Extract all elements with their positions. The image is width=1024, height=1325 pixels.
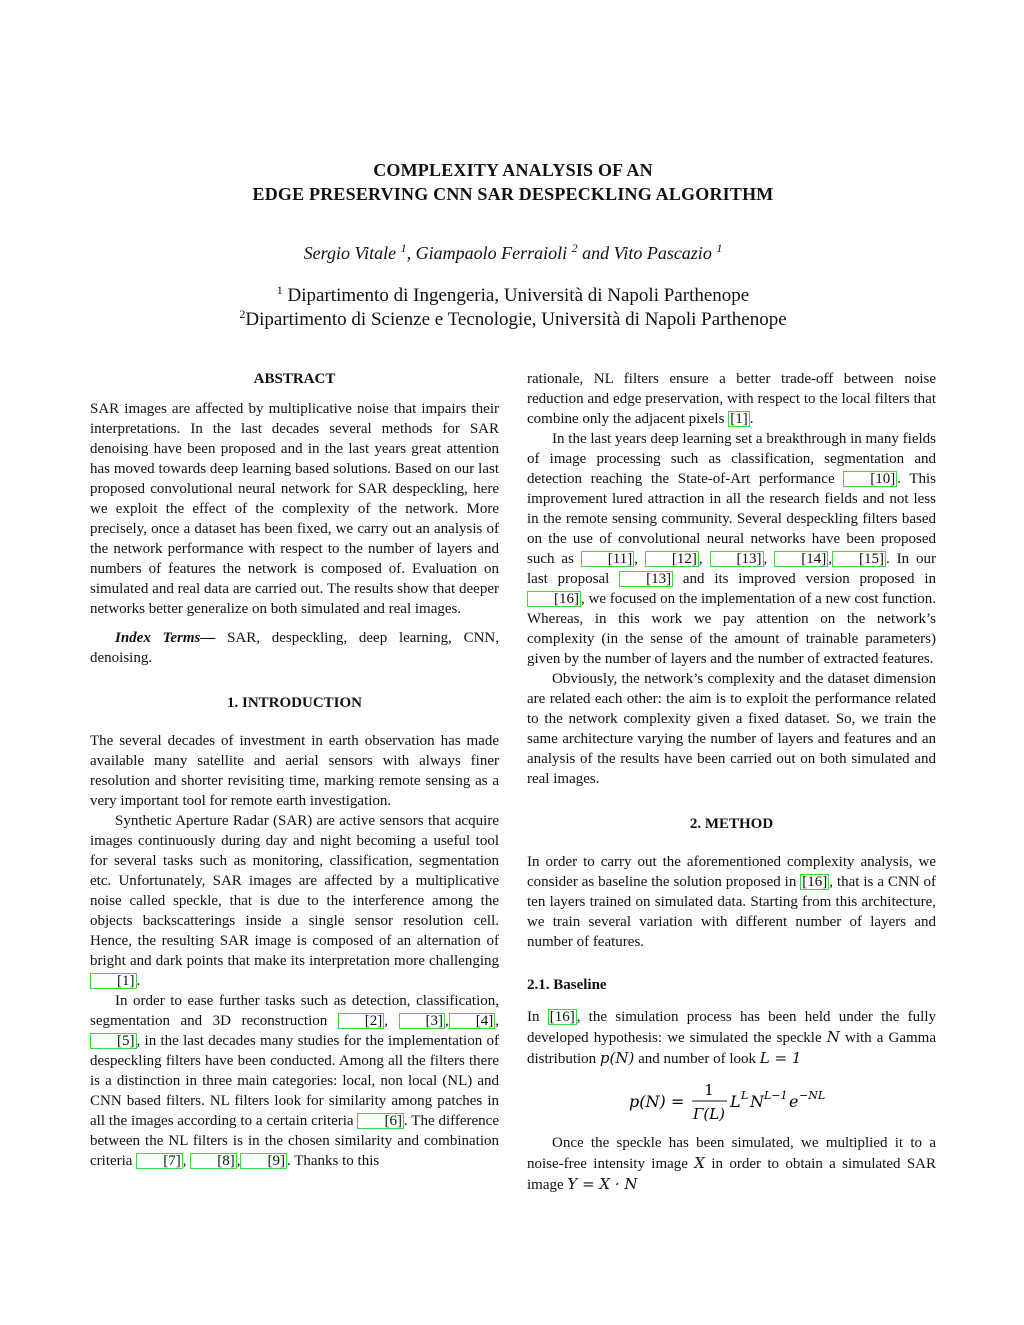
paragraph-text: ,: [828, 551, 832, 567]
arxiv-stamp[interactable]: [18, 355, 68, 955]
citation-link[interactable]: [16]: [549, 1009, 575, 1025]
affiliation-mark: 1: [276, 283, 283, 297]
paragraph-text: and number of look: [634, 1051, 760, 1067]
citation-link[interactable]: [13]: [710, 551, 764, 567]
baseline-subheading: 2.1. Baseline: [527, 977, 607, 993]
citation-link[interactable]: [1]: [90, 973, 137, 989]
paragraph-text: ,: [634, 551, 645, 567]
equation-numerator: 1: [704, 1081, 714, 1099]
paragraph-text: . This improvement lured attraction in all the research fields and not less in the remote sensing community. Several despeckling filters based on the use of convolutional neural networks have been proposed such as: [527, 471, 936, 567]
citation-link[interactable]: [9]: [240, 1153, 287, 1169]
affiliation-mark: 2: [239, 307, 246, 321]
paragraph-text: .: [749, 411, 754, 427]
method-heading: 2. METHOD: [689, 816, 774, 832]
citation-link[interactable]: [6]: [357, 1113, 404, 1129]
abstract-body: SAR images are affected by multiplicative noise that impairs their interpretations. In the last decades several methods for SAR denoising have been proposed and in the last years great attention has moved towards deep learning based solutions. Based on our last proposed convolutional neural network for SAR despeckling, here we exploit the effect of the complexity of the network. More precisely, once a dataset has been fixed, we carry out an analysis of the network performance with respect to the number of layers and numbers of features the network is composed of. Evaluation on simulated and real data are carried out. The results show that deeper networks better generalize on both simulated and real images.: [90, 401, 499, 617]
paragraph-text: ,: [495, 1013, 499, 1029]
affiliations: [90, 284, 936, 332]
paragraph-text: ,: [384, 1013, 399, 1029]
citation-link[interactable]: [8]: [190, 1153, 237, 1169]
baseline-paragraph-2: [527, 1133, 936, 1195]
paragraph-text: .: [136, 973, 141, 989]
affiliation-2: [90, 308, 936, 332]
affiliation-text: Dipartimento di Scienze e Tecnologie, Università di Napoli Parthenope: [245, 309, 787, 330]
citation-link[interactable]: [11]: [581, 551, 634, 567]
index-terms: [90, 628, 499, 668]
author-separator: ,: [406, 243, 416, 263]
citation-link[interactable]: [1]: [730, 411, 748, 427]
paragraph-text: Once the speckle has been simulated, we multiplied it to a noise-free intensity image: [527, 1135, 936, 1172]
paragraph-text: In the last years deep learning set a breakthrough in many fields of image processing such as classification, segmentation and detection reaching the State-of-Art performance: [527, 431, 936, 487]
author-2: Giampaolo Ferraioli: [415, 243, 568, 263]
gamma-equation: [527, 1077, 936, 1127]
intro-paragraph-4: [527, 429, 936, 669]
equation-N: N: [750, 1092, 764, 1111]
citation-link[interactable]: [16]: [802, 874, 828, 890]
equation-L: L: [730, 1092, 741, 1111]
author-3-affil: 1: [716, 241, 723, 255]
paragraph-text: Synthetic Aperture Radar (SAR) are active sensors that acquire images continuously during day and night becoming a useful tool for several tasks such as monitoring, classification, segmentation etc. Unfortunately, SAR images are affected by a multiplicative noise called speckle, that is due to the interference among the objects backscatterings inside a single sensor resolution cell. Hence, the resulting SAR image is composed of an alternation of bright and dark points that make its interpretation more challenging: [90, 813, 499, 969]
affiliation-1: [90, 284, 936, 308]
citation-link[interactable]: [4]: [449, 1013, 496, 1029]
intro-paragraph-3-continued: [527, 369, 936, 429]
author-2-affil: 2: [571, 241, 578, 255]
citation-link[interactable]: [10]: [843, 471, 897, 487]
intro-paragraph-3: [90, 991, 499, 1171]
math-inline: L = 1: [759, 1049, 802, 1067]
paragraph-text: ,: [182, 1153, 191, 1169]
baseline-paragraph-1: [527, 1007, 936, 1069]
equation-denominator: Γ(L): [692, 1105, 726, 1123]
author-1: Sergio Vitale: [303, 243, 397, 263]
abstract-heading: ABSTRACT: [253, 371, 336, 387]
paragraph-text: , we focused on the implementation of a new cost function. Whereas, in this work we pay attention on the network’s complexity (in the sense of the amount of trainable parameters) given by the number of layers and the number of extracted features.: [527, 591, 936, 667]
author-separator: and: [577, 243, 614, 263]
citation-link[interactable]: [2]: [338, 1013, 385, 1029]
paragraph-text: . Thanks to this: [286, 1153, 380, 1169]
citation-link[interactable]: [14]: [774, 551, 828, 567]
title-line-1: COMPLEXITY ANALYSIS OF AN: [373, 160, 653, 180]
author-list: [90, 241, 936, 265]
math-inline: N: [826, 1028, 840, 1046]
math-inline: p(N): [599, 1049, 635, 1067]
right-column: [527, 369, 936, 1195]
affiliation-text: Dipartimento di Ingengeria, Università di Napoli Parthenope: [282, 285, 750, 306]
equation-L-exponent: L: [741, 1089, 749, 1102]
paper-title: [90, 158, 936, 206]
author-1-affil: 1: [400, 241, 407, 255]
index-terms-label: Index Terms—: [115, 630, 216, 646]
paragraph-text: with a Gamma distribution: [527, 1030, 937, 1067]
title-line-2: EDGE PRESERVING CNN SAR DESPECKLING ALGORITHM: [252, 184, 774, 204]
paragraph-text: rationale, NL filters ensure a better trade-off between noise reduction and edge preservation, with respect to the local filters that combine only the adjacent pixels: [527, 371, 936, 427]
citation-link[interactable]: [15]: [832, 551, 886, 567]
paragraph-text: , that is a CNN of ten layers trained on simulated data. Starting from this architecture, we train several variation with different number of layers and number of features.: [527, 874, 936, 950]
paragraph-text: in order to obtain a simulated SAR image: [527, 1156, 936, 1193]
equation-e: e: [789, 1092, 799, 1111]
paragraph-text: . In our last proposal: [527, 551, 936, 587]
paragraph-text: In order to carry out the aforementioned complexity analysis, we consider as baseline the solution proposed in: [527, 854, 936, 890]
paragraph-text: ,: [445, 1013, 449, 1029]
paragraph-text: In: [527, 1009, 548, 1025]
citation-link[interactable]: [16]: [527, 591, 581, 607]
intro-paragraph-2: [90, 811, 499, 991]
paragraph-text: , in the last decades many studies for the implementation of despeckling filters have been conducted. Among all the filters there is a distinction in three main categories: local, non local (NL) and CNN based filters. NL filters look for similarity among patches in all the images according to a certain criteria: [90, 1033, 499, 1129]
intro-paragraph-5: Obviously, the network’s complexity and the dataset dimension are related each other: the aim is to exploit the performance related to the network complexity given a fixed dataset. So, we train the same architecture varying the number of layers and features and an analysis of the results have been carried out on both simulated and real images.: [527, 671, 936, 787]
paragraph-text: and its improved version proposed in: [673, 571, 936, 587]
citation-link[interactable]: [7]: [136, 1153, 183, 1169]
citation-link[interactable]: [13]: [619, 571, 673, 587]
equation-lhs: p(N) =: [629, 1092, 685, 1111]
math-inline: Y = X · N: [567, 1175, 638, 1193]
introduction-heading: 1. INTRODUCTION: [226, 695, 362, 711]
paragraph-text: ,: [236, 1153, 241, 1169]
paragraph-text: ,: [698, 551, 710, 567]
intro-paragraph-1: The several decades of investment in earth observation has made available many satellite and aerial sensors with always finer resolution and shorter revisiting time, marking remote sensing as a very important tool for remote earth investigation.: [90, 733, 499, 809]
paragraph-text: . The difference between the NL filters is in the chosen similarity and combination criteria: [90, 1113, 499, 1169]
paragraph-text: , the simulation process has been held under the fully developed hypothesis: we simulated the speckle: [527, 1009, 936, 1046]
citation-link[interactable]: [12]: [645, 551, 699, 567]
citation-link[interactable]: [5]: [90, 1033, 137, 1049]
paragraph-text: ,: [763, 551, 775, 567]
citation-link[interactable]: [3]: [399, 1013, 446, 1029]
index-terms-text: SAR, despeckling, deep learning, CNN, denoising.: [90, 630, 499, 666]
title-block: [90, 158, 936, 332]
method-paragraph-1: [527, 852, 936, 952]
paragraph-text: In order to ease further tasks such as detection, classification, segmentation and 3D reconstruction: [90, 993, 499, 1029]
equation-e-exponent: −NL: [799, 1089, 826, 1102]
equation-N-exponent: L−1: [764, 1089, 788, 1102]
author-3: Vito Pascazio: [613, 243, 712, 263]
left-column: [90, 369, 499, 1171]
math-inline: X: [694, 1154, 705, 1172]
